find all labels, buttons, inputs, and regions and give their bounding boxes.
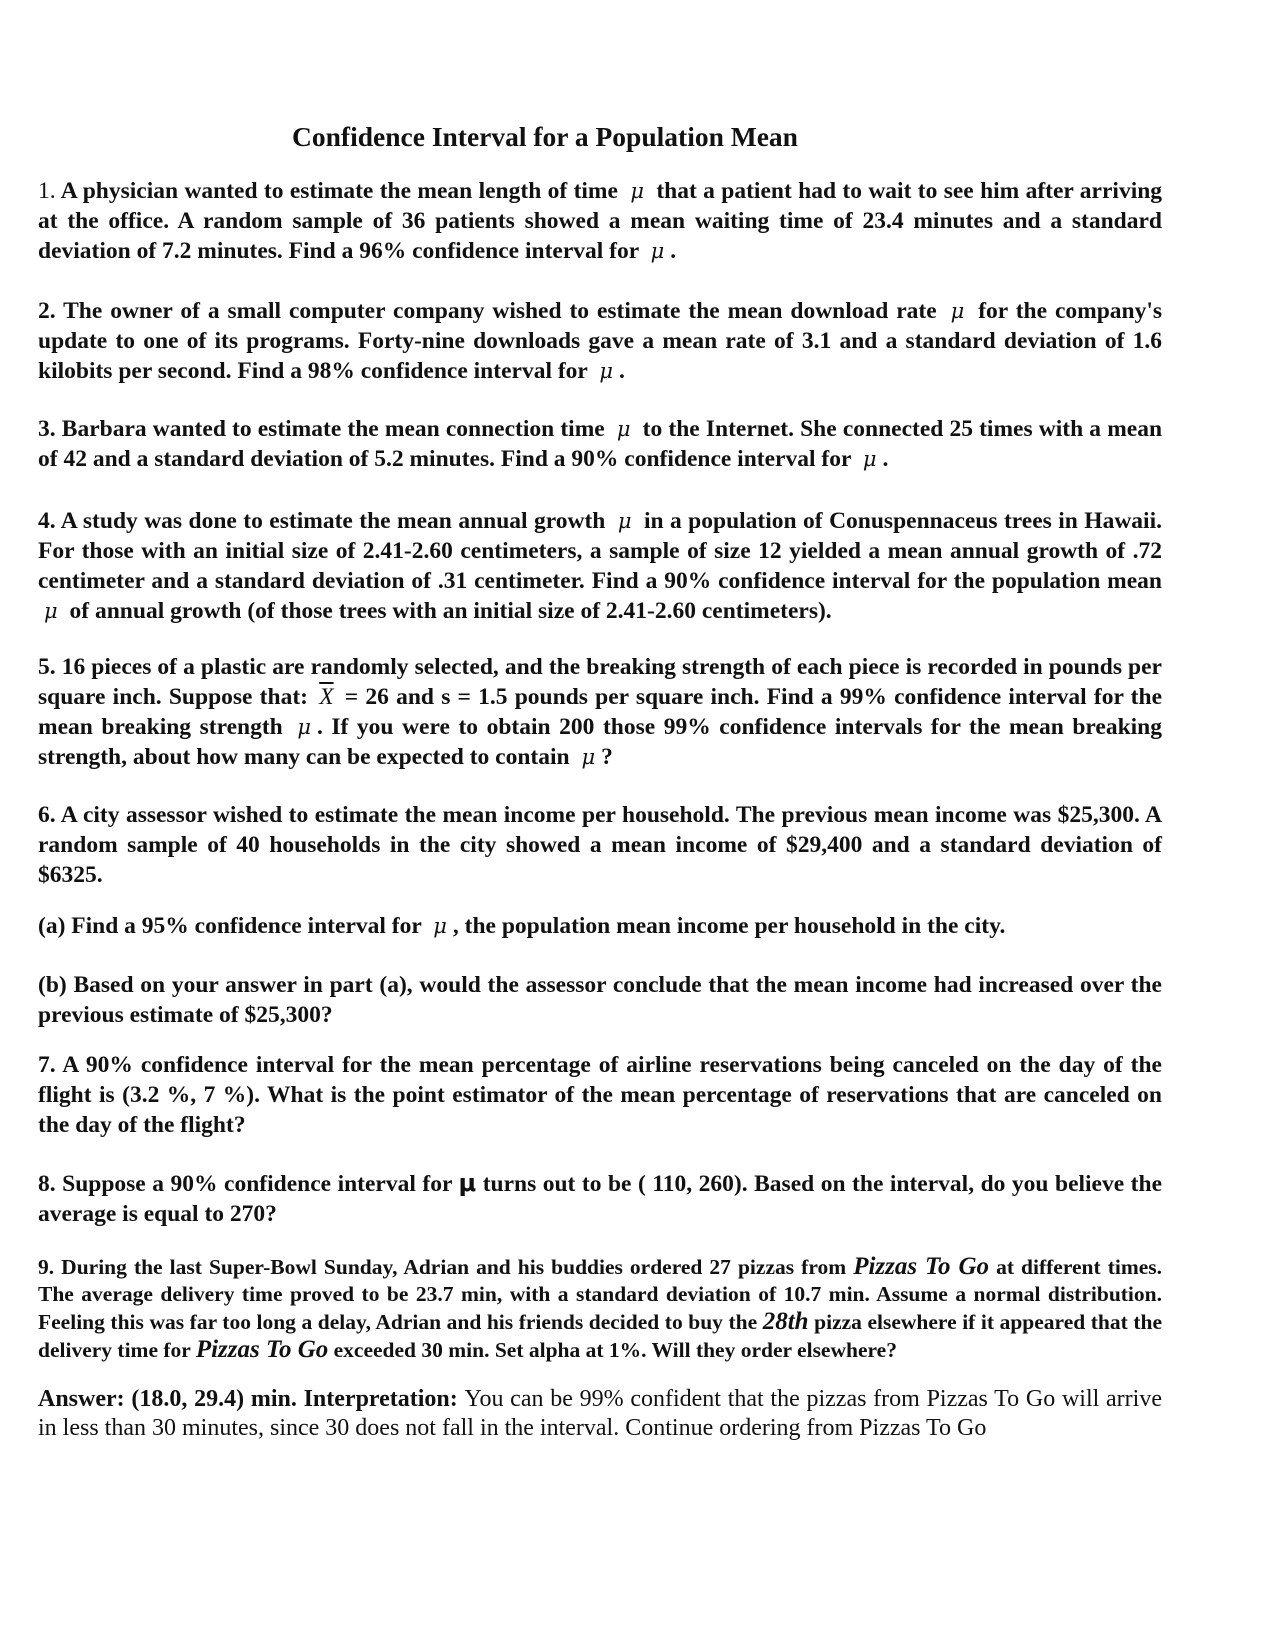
question-7-text: 7. A 90% confidence interval for the mean percentage of airline reservations being canceled on the day of the flight is (3.2 %, 7 %). What is the point estimator of the mean percentage of reservations that are canceled on the day of the flight?	[38, 1052, 1162, 1138]
question-8	[38, 1168, 1162, 1229]
question-6-part-b-text: (b) Based on your answer in part (a), would the assessor conclude that the mean income had increased over the previous estimate of $25,300?	[38, 972, 1162, 1028]
question-8-text-b: turns out to be ( 110, 260). Based on the interval, do you believe the average is equal to 270?	[38, 1171, 1163, 1227]
mu-symbol: μ	[616, 417, 631, 441]
question-5-text-d: ?	[601, 744, 613, 770]
question-3	[38, 414, 1162, 474]
question-9	[38, 1253, 1162, 1364]
question-6-part-a-text-2: , the population mean income per household in the city.	[452, 913, 1006, 939]
question-3-text-c: .	[882, 446, 889, 472]
question-2	[38, 296, 1162, 386]
mu-symbol: μ	[862, 447, 877, 471]
question-2-text-a: 2. The owner of a small computer company wished to estimate the mean download rate	[38, 298, 937, 324]
question-6-text: 6. A city assessor wished to estimate the mean income per household. The previous mean income was $25,300. A random sample of 40 households in the city showed a mean income of $29,400 and a standard deviation of $6325.	[38, 802, 1162, 888]
question-5-text-a: 5. 16 pieces of a plastic are randomly selected, and the breaking strength of each piece is recorded in pounds per square inch. Suppose that:	[38, 654, 1162, 710]
interpretation-text: You can be 99% confident that the pizzas from Pizzas To Go will arrive in less than 30 minutes, since 30 does not fall in the interval. Continue ordering from Pizzas To Go	[38, 1386, 1162, 1441]
mu-symbol: μ	[599, 359, 613, 383]
question-1	[38, 176, 1162, 266]
mu-symbol: μ	[581, 745, 596, 769]
x-bar-symbol: $\overline{X}$	[319, 684, 334, 710]
question-3-text-b: to the Internet. She connected 25 times with a mean of 42 and a standard deviation of 5.2 minutes. Find a 90% confidence interval for	[38, 416, 1163, 472]
question-2-text-c: .	[618, 358, 625, 384]
question-1-text-a: A physician wanted to estimate the mean length of time	[60, 178, 618, 204]
question-5	[38, 652, 1162, 772]
question-4-text-a: 4. A study was done to estimate the mean annual growth	[38, 508, 606, 534]
answer-block	[38, 1385, 1162, 1443]
question-6-part-a-text-1: (a) Find a 95% confidence interval for	[38, 913, 422, 939]
question-1-text-b: that a patient had to wait to see him after arriving at the office. A random sample of 36 patients showed a mean waiting time of 23.4 minutes and a standard deviation of 7.2 minutes. Find a 96% confidence interval for	[38, 178, 1163, 264]
mu-symbol: μ	[650, 239, 665, 263]
question-4-text-c: of annual growth (of those trees with an initial size of 2.41-2.60 centimeters).	[69, 598, 832, 624]
question-2-text-b: for the company's update to one of its programs. Forty-nine downloads gave a mean rate of 3.1 and a standard deviation of 1.6 kilobits per second. Find a 98% confidence interval for	[38, 298, 1163, 384]
question-1-text-c: .	[670, 238, 677, 264]
question-9-text-d: exceeded 30 min. Set alpha at 1%. Will they order elsewhere?	[333, 1338, 897, 1362]
question-9-text-a: 9. During the last Super-Bowl Sunday, Adrian and his buddies ordered 27 pizzas from	[38, 1255, 847, 1279]
pizzas-to-go-brand: Pizzas To Go	[195, 1336, 329, 1363]
question-5-text-c: . If you were to obtain 200 those 99% confidence intervals for the mean breaking strength, about how many can be expected to contain	[38, 714, 1163, 770]
question-9-text-c: pizza elsewhere if it appeared that the delivery time for	[38, 1310, 1163, 1362]
question-4	[38, 506, 1162, 626]
question-3-text-a: 3. Barbara wanted to estimate the mean connection time	[38, 416, 605, 442]
ordinal-28th: 28th	[762, 1308, 809, 1335]
question-6	[38, 800, 1162, 890]
page-title: Confidence Interval for a Population Mean	[292, 121, 798, 152]
mu-symbol: μ	[433, 914, 447, 938]
mu-symbol: μ	[617, 509, 632, 533]
mu-symbol: μ	[630, 179, 644, 203]
mu-symbol: μ	[44, 599, 58, 623]
interpretation-label: Interpretation:	[303, 1386, 458, 1412]
question-1-number: 1.	[38, 178, 56, 204]
question-9-text-b: at different times. The average delivery time proved to be 23.7 min, with a standard deviation of 10.7 min. Assume a normal distribution. Feeling this was far too long a delay, Adrian and his friends decided to buy the	[38, 1255, 1163, 1334]
question-6-part-a	[38, 911, 1162, 941]
question-6-part-b	[38, 970, 1162, 1030]
answer-label: Answer: (18.0, 29.4) min.	[38, 1386, 297, 1412]
question-5-text-b: = 26 and s = 1.5 pounds per square inch. Find a 99% confidence interval for the mean breaking strength	[38, 684, 1162, 740]
mu-symbol: μ	[458, 1169, 477, 1197]
question-4-text-b: in a population of Conuspennaceus trees in Hawaii. For those with an initial size of 2.41-2.60 centimeters, a sample of size 12 yielded a mean annual growth of .72 centimeter and a standard deviation of .31 centimeter. Find a 90% confidence interval for the population mean	[38, 508, 1162, 594]
question-7	[38, 1050, 1162, 1140]
question-8-text-a: 8. Suppose a 90% confidence interval for	[38, 1171, 452, 1197]
mu-symbol: μ	[297, 715, 311, 739]
mu-symbol: μ	[950, 299, 965, 323]
pizzas-to-go-brand: Pizzas To Go	[853, 1253, 989, 1280]
